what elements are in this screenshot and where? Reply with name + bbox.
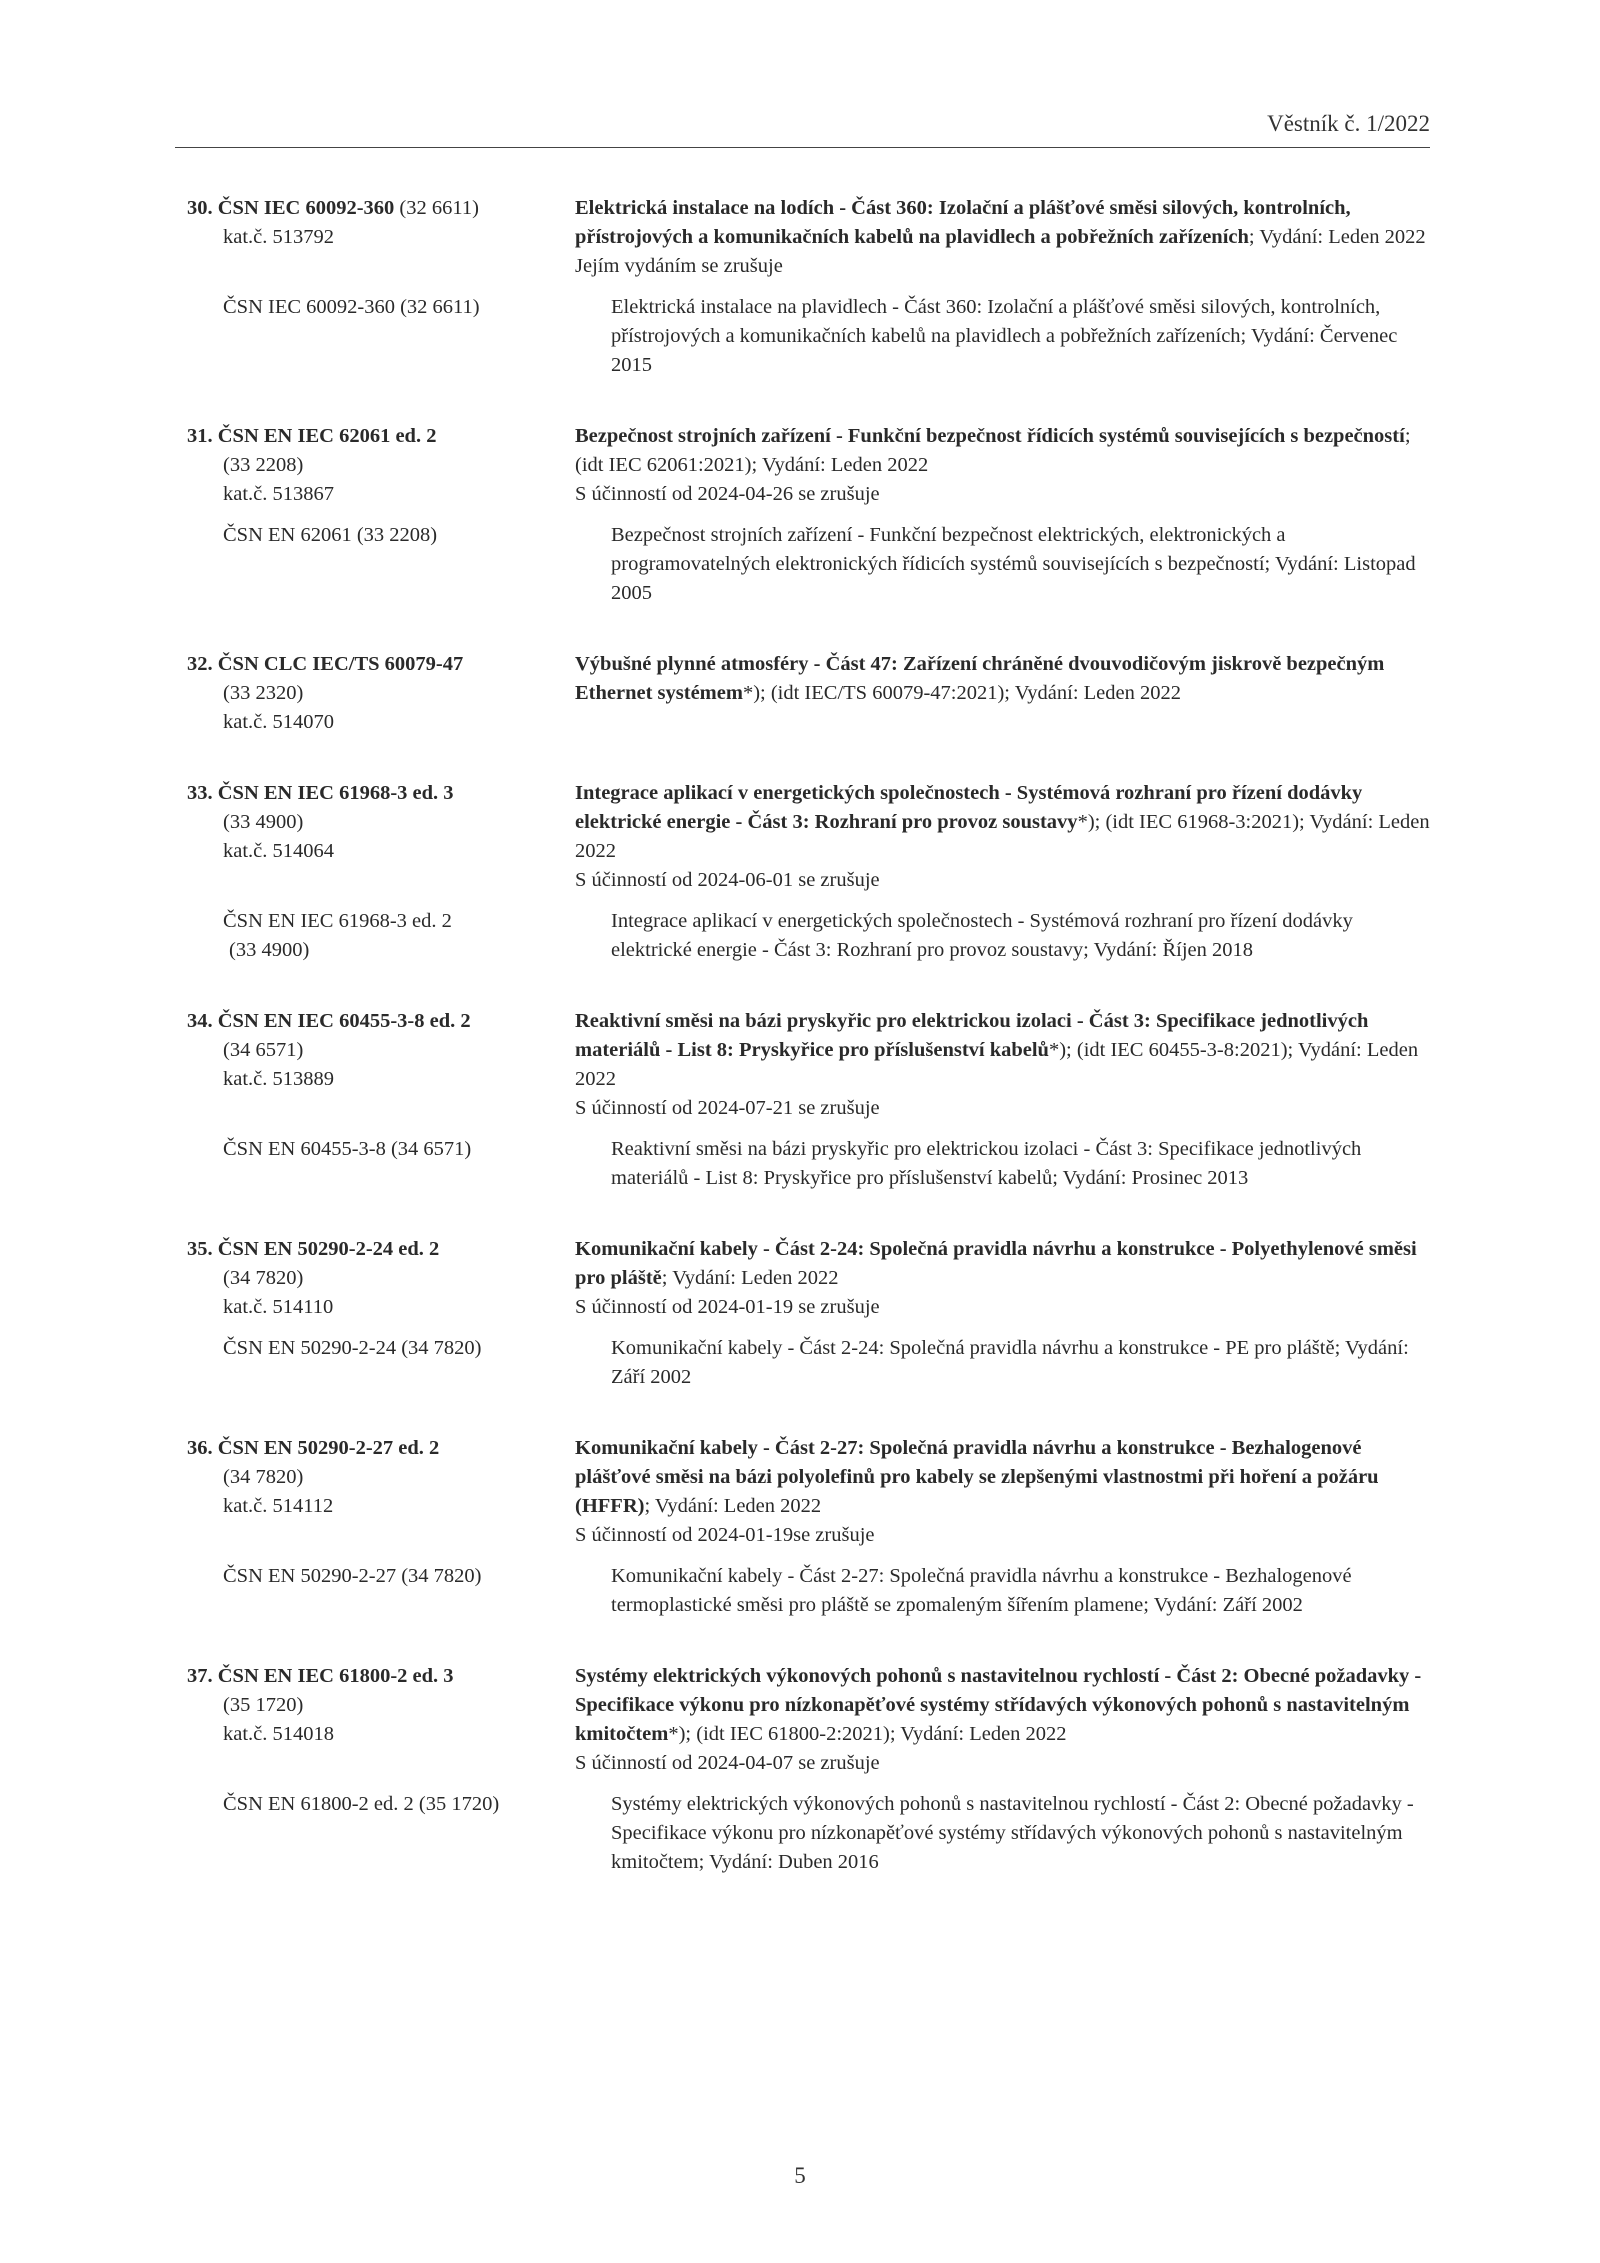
standard-designation (187, 650, 575, 737)
replaced-standard-row (187, 907, 1437, 965)
replaced-standard-description: Elektrická instalace na plavidlech - Část 360: Izolační a plášťové směsi silových, kontrolních, přístrojových a komunikačních kabelů na plavidlech a pobřežních zařízeních; Vydání: Červenec 2015 (611, 296, 1398, 376)
catalog-number: kat.č. 513792 (223, 226, 335, 248)
designation-line (187, 1007, 575, 1036)
standard-entry (187, 1434, 1437, 1620)
bulletin-title: Věstník č. 1/2022 (1267, 111, 1430, 136)
standard-title: Bezpečnost strojních zařízení - Funkční bezpečnost řídicích systémů souvisejících s bezpečností (575, 425, 1405, 447)
standard-description (575, 1235, 1437, 1322)
replaced-standard-code: ČSN EN IEC 61968-3 ed. 2 (223, 910, 452, 932)
replaced-standard-designation (187, 1334, 611, 1363)
replaced-standard-code: ČSN EN 60455-3-8 (34 6571) (223, 1138, 472, 1160)
withdrawal-note: S účinností od 2024-06-01 se zrušuje (575, 869, 880, 891)
standard-code: ČSN IEC 60092-360 (217, 197, 395, 219)
replaced-standard-code: ČSN EN 62061 (33 2208) (223, 524, 438, 546)
publication-info: *); (idt IEC 61968-3:2021); Vydání: Leden 2022 (575, 811, 1430, 862)
entry-number: 32. (187, 653, 213, 675)
standard-designation (187, 422, 575, 509)
replaced-standard-row (187, 1135, 1437, 1193)
catalog-number: kat.č. 514018 (223, 1723, 335, 1745)
replaced-standard-code: ČSN EN 50290-2-27 (34 7820) (223, 1565, 482, 1587)
standard-description (575, 1662, 1437, 1778)
entry-number: 33. (187, 782, 213, 804)
publication-info: ; (idt IEC 62061:2021); Vydání: Leden 2022 (575, 425, 1411, 476)
publication-info: *); (idt IEC 60455-3-8:2021); Vydání: Leden 2022 (575, 1039, 1419, 1090)
replaced-standard-row (187, 1334, 1437, 1392)
replaced-standard-code: ČSN EN 61800-2 ed. 2 (35 1720) (223, 1793, 500, 1815)
replaced-standard-code: ČSN EN 50290-2-24 (34 7820) (223, 1337, 482, 1359)
replaced-standard-description: Integrace aplikací v energetických společnostech - Systémová rozhraní pro řízení dodávky elektrické energie - Část 3: Rozhraní pro provoz soustavy; Vydání: Říjen 2018 (611, 910, 1353, 961)
classification-code: (34 7820) (223, 1267, 304, 1289)
catalog-number: kat.č. 514110 (223, 1296, 334, 1318)
replaced-standard-description: Bezpečnost strojních zařízení - Funkční bezpečnost elektrických, elektronických a programovatelných elektronických řídicích systémů souvisejících s bezpečností; Vydání: Listopad 2005 (611, 524, 1416, 604)
designation-line (187, 779, 575, 808)
classification-code: (35 1720) (223, 1694, 304, 1716)
replaced-standard-designation (187, 521, 611, 550)
page-header (175, 111, 1430, 148)
standard-code: ČSN EN IEC 61800-2 ed. 3 (217, 1665, 454, 1687)
publication-info: *); (idt IEC/TS 60079-47:2021); Vydání: Leden 2022 (742, 682, 1181, 704)
entry-number: 37. (187, 1665, 213, 1687)
standard-code: ČSN EN 50290-2-24 ed. 2 (217, 1238, 440, 1260)
designation-line (187, 1235, 575, 1264)
classification-code: (33 2208) (223, 454, 304, 476)
withdrawal-note: S účinností od 2024-01-19 se zrušuje (575, 1296, 880, 1318)
new-standard-row (187, 1235, 1437, 1322)
withdrawal-note: S účinností od 2024-04-07 se zrušuje (575, 1752, 880, 1774)
replaced-standard-description: Komunikační kabely - Část 2-27: Společná pravidla návrhu a konstrukce - Bezhalogenové termoplastické směsi pro pláště se zpomaleným šířením plamene; Vydání: Září 2002 (611, 1565, 1352, 1616)
replaced-standard-designation (187, 1135, 611, 1164)
new-standard-row (187, 422, 1437, 509)
standard-entry (187, 1007, 1437, 1193)
classification-code: (33 4900) (229, 939, 310, 961)
replaced-standard-code: ČSN IEC 60092-360 (32 6611) (223, 296, 480, 318)
page-number: 5 (794, 2163, 806, 2188)
standard-code: ČSN EN IEC 62061 ed. 2 (217, 425, 437, 447)
withdrawal-note: S účinností od 2024-04-26 se zrušuje (575, 483, 880, 505)
standard-title: Elektrická instalace na lodích - Část 360: Izolační a plášťové směsi silových, kontrolních, přístrojových a komunikačních kabelů na plavidlech a pobřežních zařízeních (575, 197, 1351, 248)
replaced-standard-row (187, 293, 1437, 380)
standard-code: ČSN CLC IEC/TS 60079-47 (217, 653, 464, 675)
designation-line (187, 650, 575, 679)
standards-list (187, 194, 1437, 1919)
entry-number: 36. (187, 1437, 213, 1459)
new-standard-row (187, 1662, 1437, 1778)
replaced-standard-designation (187, 907, 611, 965)
standard-designation (187, 1434, 575, 1521)
standard-designation (187, 1007, 575, 1094)
designation-line (187, 1434, 575, 1463)
standard-entry (187, 779, 1437, 965)
withdrawal-note: S účinností od 2024-01-19se zrušuje (575, 1524, 875, 1546)
catalog-number: kat.č. 514064 (223, 840, 335, 862)
classification-code: (34 7820) (223, 1466, 304, 1488)
standard-code: ČSN EN IEC 61968-3 ed. 3 (217, 782, 454, 804)
designation-line (187, 1662, 575, 1691)
classification-code: (32 6611) (399, 197, 479, 219)
entry-number: 34. (187, 1010, 213, 1032)
replaced-standard-designation (187, 293, 611, 322)
replaced-standard-description: Komunikační kabely - Část 2-24: Společná pravidla návrhu a konstrukce - PE pro pláště; Vydání: Září 2002 (611, 1337, 1409, 1388)
standard-code: ČSN EN 50290-2-27 ed. 2 (217, 1437, 440, 1459)
new-standard-row (187, 1007, 1437, 1123)
replaced-standard-row (187, 1790, 1437, 1877)
publication-info: *); (idt IEC 61800-2:2021); Vydání: Leden 2022 (668, 1723, 1067, 1745)
standard-code: ČSN EN IEC 60455-3-8 ed. 2 (217, 1010, 471, 1032)
withdrawal-note: S účinností od 2024-07-21 se zrušuje (575, 1097, 880, 1119)
new-standard-row (187, 779, 1437, 895)
designation-line (187, 194, 575, 223)
classification-code: (33 4900) (223, 811, 304, 833)
new-standard-row (187, 194, 1437, 281)
replaced-standard-designation (187, 1790, 611, 1819)
standard-entry (187, 1662, 1437, 1877)
replaced-standard-description: Systémy elektrických výkonových pohonů s nastavitelnou rychlostí - Část 2: Obecné požadavky - Specifikace výkonu pro nízkonapěťové systémy střídavých výkonových pohonů s nastavitelným kmitočtem; Vydání: Duben 2016 (611, 1793, 1414, 1873)
standard-designation (187, 779, 575, 866)
standard-title: Integrace aplikací v energetických společnostech - Systémová rozhraní pro řízení dodávky elektrické energie - Část 3: Rozhraní pro provoz soustavy (575, 782, 1363, 833)
standard-entry (187, 194, 1437, 380)
publication-info: ; Vydání: Leden 2022 (661, 1267, 839, 1289)
standard-title: Systémy elektrických výkonových pohonů s nastavitelnou rychlostí - Část 2: Obecné požadavky - Specifikace výkonu pro nízkonapěťové systémy střídavých výkonových pohonů s nastavitelným kmitočtem (575, 1665, 1422, 1745)
classification-code: (33 2320) (223, 682, 304, 704)
standard-title: Výbušné plynné atmosféry - Část 47: Zařízení chráněné dvouvodičovým jiskrově bezpečným Ethernet systémem (575, 653, 1385, 704)
classification-code: (34 6571) (223, 1039, 304, 1061)
new-standard-row (187, 1434, 1437, 1550)
standard-description (575, 650, 1437, 708)
standard-title: Komunikační kabely - Část 2-24: Společná pravidla návrhu a konstrukce - Polyethylenové směsi pro pláště (575, 1238, 1417, 1289)
standard-title: Reaktivní směsi na bázi pryskyřic pro elektrickou izolaci - Část 3: Specifikace jednotlivých materiálů - List 8: Pryskyřice pro příslušenství kabelů (575, 1010, 1369, 1061)
standard-designation (187, 1235, 575, 1322)
standard-description (575, 194, 1437, 281)
standard-entry (187, 650, 1437, 737)
catalog-number: kat.č. 514070 (223, 711, 335, 733)
publication-info: ; Vydání: Leden 2022 (1248, 226, 1426, 248)
entry-number: 31. (187, 425, 213, 447)
publication-info: ; Vydání: Leden 2022 (644, 1495, 822, 1517)
standard-description (575, 1007, 1437, 1123)
entry-number: 30. (187, 197, 213, 219)
entry-number: 35. (187, 1238, 213, 1260)
replaced-standard-designation (187, 1562, 611, 1591)
standard-description (575, 1434, 1437, 1550)
catalog-number: kat.č. 513867 (223, 483, 335, 505)
catalog-number: kat.č. 514112 (223, 1495, 334, 1517)
standard-entry (187, 422, 1437, 608)
standard-designation (187, 194, 575, 252)
replaced-standard-row (187, 1562, 1437, 1620)
standard-title: Komunikační kabely - Část 2-27: Společná pravidla návrhu a konstrukce - Bezhalogenové plášťové směsi na bázi polyolefinů pro kabely se zlepšenými vlastnostmi při hoření a požáru (HFFR) (575, 1437, 1379, 1517)
standard-entry (187, 1235, 1437, 1392)
replaced-standard-row (187, 521, 1437, 608)
replaced-standard-description: Reaktivní směsi na bázi pryskyřic pro elektrickou izolaci - Část 3: Specifikace jednotlivých materiálů - List 8: Pryskyřice pro příslušenství kabelů; Vydání: Prosinec 2013 (611, 1138, 1362, 1189)
catalog-number: kat.č. 513889 (223, 1068, 335, 1090)
standard-description (575, 779, 1437, 895)
new-standard-row (187, 650, 1437, 737)
standard-description (575, 422, 1437, 509)
standard-designation (187, 1662, 575, 1749)
withdrawal-note: Jejím vydáním se zrušuje (575, 255, 783, 277)
designation-line (187, 422, 575, 451)
